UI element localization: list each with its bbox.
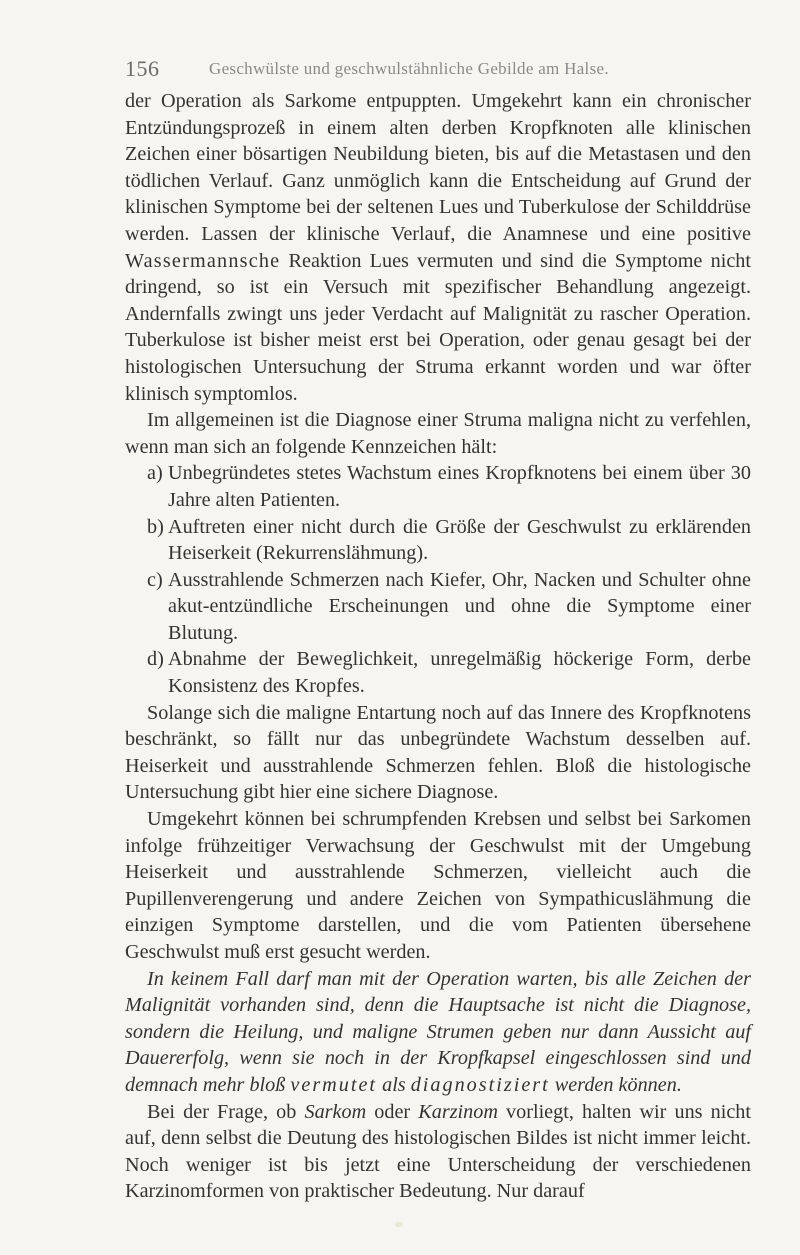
criteria-item-c (125, 567, 751, 647)
criteria-text: Unbegründetes stetes Wachstum eines Kropfknotens bei einem über 30 Jahre alten Patienten. (168, 462, 751, 511)
criteria-marker: a) (147, 462, 163, 485)
criteria-marker: b) (147, 515, 164, 538)
paragraph-2: Im allgemeinen ist die Diagnose einer Struma maligna nicht zu verfehlen, wenn man sich an folgende Kennzeichen hält: (125, 409, 751, 458)
emphasis-vermutet: vermutet (290, 1073, 378, 1096)
paragraph-1-text-b: Reaktion Lues vermuten und sind die Symptome nicht dringend, so ist ein Versuch mit spezifischer Behandlung angezeigt. Andernfalls zwingt uns jeder Verdacht auf Malignität zu rascher Operation. Tuberkulose ist bisher meist erst bei Operation, oder genau gesagt bei der histologischen Untersuchung der Struma erkannt worden und war öfter klinisch symptomlos. (125, 249, 751, 405)
term-sarkom: Sarkom (304, 1100, 367, 1123)
page-number: 156 (125, 56, 160, 81)
paragraph-6-text-c: vorliegt, halten wir uns nicht auf, denn selbst die Deutung des histologischen Bildes ist nicht immer leicht. Noch weniger ist bis jetzt eine Unterscheidung der verschiedenen Karzinomformen von praktischer Bedeutung. Nur darauf (125, 1100, 752, 1203)
criteria-item-a (125, 460, 751, 513)
paragraph-5-text-e: werden können. (549, 1073, 682, 1096)
paragraph-5-italic (125, 966, 751, 1099)
paragraph-5-text-c: als (377, 1073, 411, 1096)
paragraph-6-text-b: oder (366, 1100, 419, 1123)
paragraph-4: Umgekehrt können bei schrumpfenden Krebsen und selbst bei Sarkomen infolge frühzeitiger Verwachsung der Geschwulst mit der Umgebung Heiserkeit und ausstrahlende Schmerzen, vielleicht auch die Pupillenverengerung und andere Zeichen von Sympathicuslähmung die einzigen Symptome darstellen, und die vom Patienten übersehene Geschwulst muß erst gesucht werden. (125, 808, 751, 963)
paper-speck (395, 1222, 403, 1227)
paragraph-6-text-a: Bei der Frage, ob (147, 1100, 305, 1123)
criteria-marker: d) (147, 648, 164, 671)
criteria-text: Abnahme der Beweglichkeit, unregelmäßig höckerige Form, derbe Konsistenz des Kropfes. (168, 648, 751, 698)
running-head-title: Geschwülste und geschwulstähnliche Gebilde am Halse. (209, 59, 609, 78)
criteria-item-d (125, 646, 751, 699)
term-karzinom: Karzinom (418, 1100, 498, 1123)
criteria-text: Auftreten einer nicht durch die Größe der Geschwulst zu erklärenden Heiserkeit (Rekurrenslähmung). (168, 515, 751, 565)
criteria-list (125, 460, 751, 699)
paragraph-1 (125, 88, 751, 407)
criteria-text: Ausstrahlende Schmerzen nach Kiefer, Ohr, Nacken und Schulter ohne akut-entzündliche Erscheinungen und ohne die Symptome einer Blutung. (168, 568, 751, 644)
paragraph-1-text-a: der Operation als Sarkome entpuppten. Umgekehrt kann ein chronischer Entzündungsprozeß in einem alten derben Kropfknoten alle klinischen Zeichen einer bösartigen Neubildung bieten, bis auf die Metastasen und den tödlichen Verlauf. Ganz unmöglich kann die Entscheidung auf Grund der klinischen Symptome bei der seltenen Lues und Tuberkulose der Schilddrüse werden. Lassen der klinische Verlauf, die Anamnese und eine positive (125, 90, 751, 245)
criteria-item-b (125, 514, 751, 567)
running-head (125, 56, 745, 84)
paragraph-3: Solange sich die maligne Entartung noch auf das Innere des Kropfknotens beschränkt, so fällt nur das unbegründete Wachstum desselben auf. Heiserkeit und ausstrahlende Schmerzen fehlen. Bloß die histologische Untersuchung gibt hier eine sichere Diagnose. (125, 701, 751, 804)
paragraph-5-text-a: In keinem Fall darf man mit der Operation warten, bis alle Zeichen der Malignität vorhanden sind, denn die Hauptsache ist nicht die Diagnose, sondern die Heilung, und maligne Strumen geben nur dann Aussicht auf Dauererfolg, wenn sie noch in der Kropfkapsel eingeschlossen sind und demnach mehr bloß (125, 967, 751, 1096)
wassermann-name: Wassermannsche (125, 249, 281, 272)
paragraph-6 (125, 1099, 751, 1205)
emphasis-diagnostiziert: diagnostiziert (410, 1073, 550, 1096)
criteria-marker: c) (147, 568, 163, 591)
body-text (125, 88, 751, 1205)
